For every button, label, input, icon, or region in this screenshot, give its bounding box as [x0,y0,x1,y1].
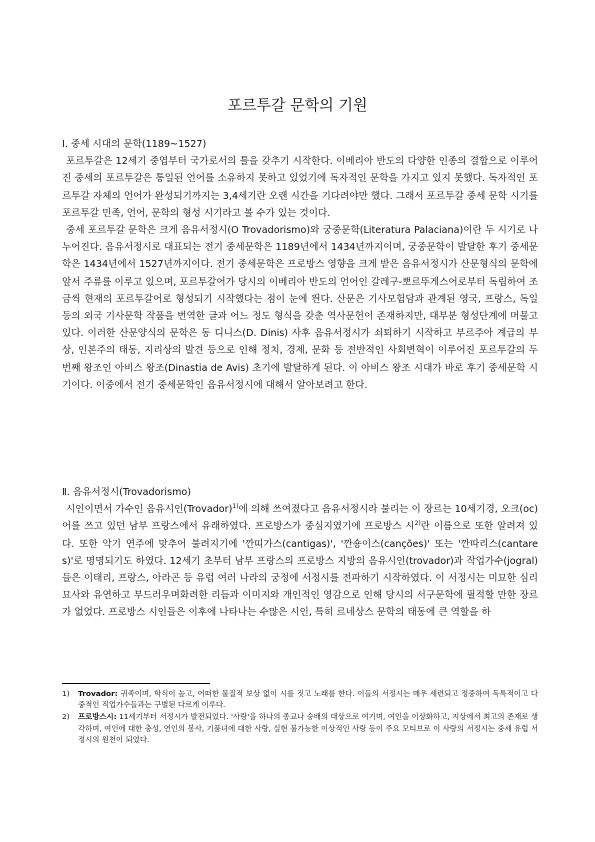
footnote-ref-1: 1) [232,503,239,511]
footnote-text [78,711,538,745]
section-1-paragraph-2: 중세 포르투갈 문학은 크게 음유서정시(O Trovadorismo)와 궁중문학(Literatura Palaciana)이란 두 시기로 나누어진다. 음유서정시로 대표되는 전기 중세문학은 1189년에서 1434년까지이며, 궁중문학이 발달한 후기 중세문학은 1434년에서 1527년까지이다. 전기 중세문학은 프로방스 영향을 크게 받은 음유서정시가 산문형식의 문학에 앞서 주류를 이루고 있으며, 포르투갈어가 당시의 이베리아 반도의 언어인 갈레구-뽀르뚜게스어로부터 독립하여 조금씩 현재의 포르투갈어로 형성되기 시작했다는 점이 눈에 띈다. 산문은 기사모험담과 관계된 영국, 프랑스, 독일 등의 외국 기사문학 작품을 번역한 글과 어느 정도 형식을 갖춘 역사문헌이 존재하지만, 대부분 형성단계에 머물고 있다. 이러한 산문양식의 문학은 동 디니스(D. Dinis) 사후 음유서정시가 쇠퇴하기 시작하고 부르주아 계급의 부상, 인본주의 태동, 지리상의 발견 등으로 인해 정치, 경제, 문화 등 전반적인 사회변혁이 이루어진 포르투갈의 두 번째 왕조인 아비스 왕조(Dinastia de Avis) 초기에 발달하게 된다. 이 아비스 왕조 시대가 바로 후기 중세문학 시기이다. 이중에서 전기 중세문학인 음유서정시에 대해서 알아보려고 한다. [62,225,538,391]
section-2-text-a: 시인이면서 가수인 음유시인(Trovador) [66,504,233,516]
section-1-heading: Ⅰ. 중세 시대의 문학(1189~1527) [62,139,207,150]
footnote-2 [62,711,538,745]
section-2 [62,484,538,622]
section-2-heading: Ⅱ. 음유서정시(Trovadorismo) [62,487,192,498]
footnote-term: 프로방스시: [78,712,117,722]
section-2-text-c: 란 이름으로 또한 알려져 있다. 또한 악기 연주에 맞추어 불려지기에 '깐띠가스(cantigas)', '깐숑이스(canções)' 또는 '깐따리스(cantares)'로 명명되기도 하였다. 12세기 초부터 남부 프랑스의 프로방스 지방의 음유시인(trovador)과 작업가수(jogral)들은 이태리, 프랑스, 아라곤 등 유럽 여러 나라의 궁정에 서정시를 전파하기 시작하였다. 이 서정시는 미묘한 심리묘사와 유연하고 부드러우며화려한 리듬과 이미지와 개인적인 영감으로 인해 당시의 서구문학에 필적할 만한 장르가 없었다. 프로방스 시인들은 이후에 나타나는 수많은 시인, 특히 르네상스 문학의 태동에 큰 역할을 하 [62,521,538,619]
document-title: 포르투갈 문학의 기원 [227,96,368,114]
footnotes [62,688,538,746]
footnote-number: 1) [62,689,70,698]
footnote-text [78,688,538,710]
section-2-text-b: 에 의해 쓰여졌다고 음유서정시라 불리는 이 장르는 10세기경, 오크(oc)어를 쓰고 있던 남부 프랑스에서 유래하였다. 프로방스가 중심지였기에 프로방스 시 [62,504,538,533]
footnote-body: 귀족이며, 학식이 높고, 어떠한 물질적 보상 없이 시를 짓고 노래를 한다. 이들의 서정시는 매우 세련되고 정중하여 독특적이고 다중적인 직업가수들과는 구별된 다르게 이루다. [78,689,538,710]
footnote-body: 11세기부터 서정시가 발전되었다. '사랑'을 하나의 종교나 숭배의 대상으로 여기며, 여인을 이상화하고, 지상에서 최고의 존재로 생각하며, 여인에 대한 충성, 연인의 봉사, 기품녀에 대한 사랑, 실현 불가능한 이상적인 사랑 등이 주요 모티브로 이 사랑의 서정시는 중세 유럽 서정시의 원천이 되었다. [78,712,538,744]
footnote-1 [62,688,538,710]
footnote-term: Trovador: [78,689,118,698]
footnote-ref-2: 2) [414,520,421,528]
section-1 [62,136,538,394]
footnote-divider [62,683,210,684]
footnote-number: 2) [62,712,70,722]
section-1-paragraph-1: 포르투갈은 12세기 중엽부터 국가로서의 틀을 갖추기 시작한다. 이베리아 반도의 다양한 인종의 결합으로 이루어진 중세의 포르투갈은 통일된 언어를 소유하지 못하고 있었기에 독자적인 문학을 가지고 있지 못했다. 독자적인 포르투갈 자체의 언어가 완성되기까지는 3,4세기란 오랜 시간을 기다려야만 했다. 그래서 포르투갈 중세 문학 시기를 포르투갈 민족, 언어, 문학의 형성 시기라고 볼 수가 있는 것이다. [62,156,538,219]
section-2-paragraph-1 [62,501,538,621]
